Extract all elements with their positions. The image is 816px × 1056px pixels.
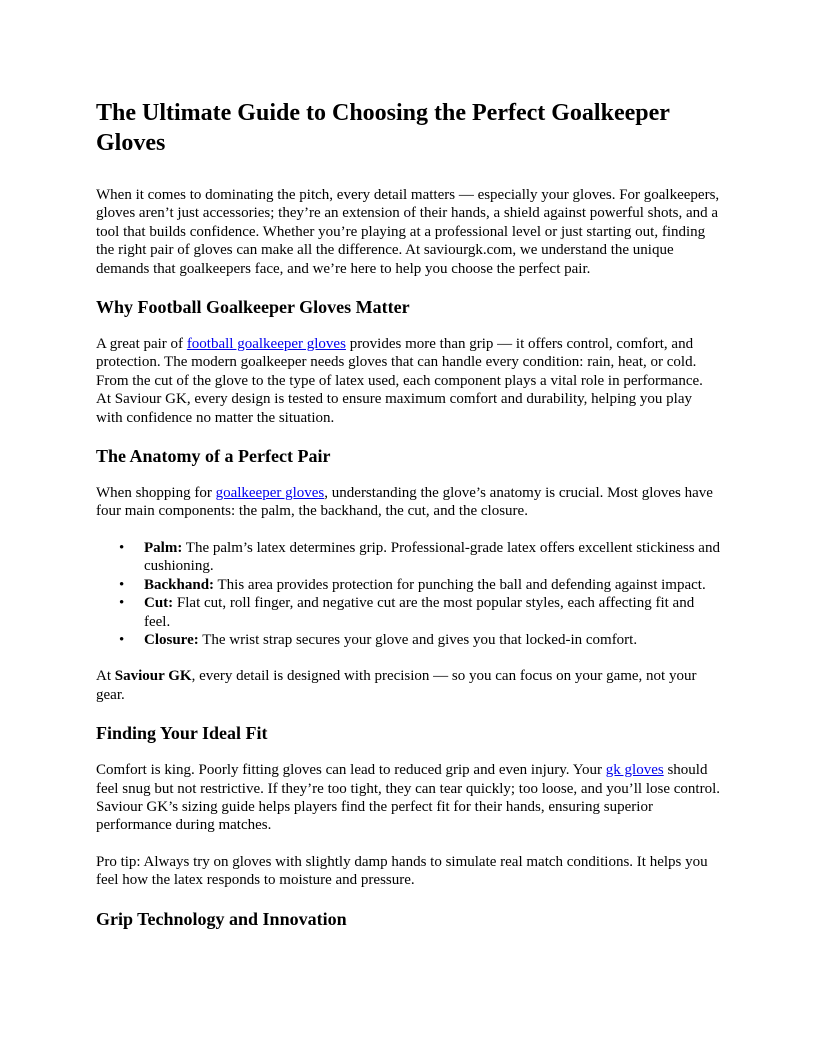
text-run: should feel snug but not restrictive. If they’re too tight, they can tear quickly; too loose, and you’ll lose control. Saviour GK’s sizing guide helps players find the perfect fit for their hands, ensuring superior performance during matches. (96, 762, 721, 834)
list-item-text: The wrist strap secures your glove and gives you that locked-in comfort. (198, 631, 638, 648)
section-heading-grip-technology: Grip Technology and Innovation (96, 908, 347, 929)
text-run: At (96, 668, 115, 685)
football-goalkeeper-gloves-link[interactable]: football goalkeeper gloves (186, 336, 346, 353)
list-item-label: Backhand: (144, 576, 215, 593)
section-heading-why-gloves-matter: Why Football Goalkeeper Gloves Matter (96, 297, 410, 318)
bullet-icon: • (119, 576, 125, 593)
intro-paragraph: When it comes to dominating the pitch, every detail matters — especially your gloves. For goalkeepers, gloves aren’t just accessories; they’re an extension of their hands, a shield against powerful shots, and a tool that builds confidence. Whether you’re playing at a professional level or just starting out, finding the right pair of gloves can make all the difference. At saviourgk.com, we understand the unique demands that goalkeepers face, and we’re here to help you choose the perfect pair. (96, 187, 720, 277)
list-item-label: Palm: (144, 539, 183, 556)
saviour-gk-paragraph (96, 667, 720, 704)
ideal-fit-paragraph (96, 761, 720, 835)
list-item-text: Flat cut, roll finger, and negative cut are the most popular styles, each affecting fit and feel. (144, 595, 695, 630)
why-gloves-matter-paragraph (96, 335, 720, 427)
page-title: The Ultimate Guide to Choosing the Perfect Goalkeeper Gloves (96, 100, 670, 156)
list-item-closure (96, 631, 720, 649)
section-heading-anatomy: The Anatomy of a Perfect Pair (96, 446, 331, 467)
bullet-icon: • (119, 631, 125, 648)
text-run: A great pair of (96, 336, 187, 353)
list-item-text: The palm’s latex determines grip. Professional-grade latex offers excellent stickiness and cushioning. (144, 539, 720, 575)
brand-name: Saviour GK (114, 668, 192, 685)
text-run: When shopping for (96, 485, 216, 502)
text-run: Comfort is king. Poorly fitting gloves can lead to reduced grip and even injury. Your (96, 762, 606, 779)
text-run: , understanding the glove’s anatomy is crucial. Most gloves have four main components: the palm, the backhand, the cut, and the closure. (96, 485, 713, 520)
bullet-icon: • (119, 539, 125, 556)
list-item-palm (96, 539, 720, 576)
section-heading-ideal-fit: Finding Your Ideal Fit (96, 723, 268, 744)
anatomy-paragraph (96, 484, 720, 521)
list-item-cut (96, 594, 720, 631)
gk-gloves-link[interactable]: gk gloves (605, 762, 664, 779)
list-item-text: This area provides protection for punching the ball and defending against impact. (214, 576, 706, 593)
pro-tip-paragraph: Pro tip: Always try on gloves with slightly damp hands to simulate real match conditions. It helps you feel how the latex responds to moisture and pressure. (96, 853, 708, 889)
list-item-backhand (96, 576, 720, 594)
bullet-icon: • (119, 595, 125, 612)
goalkeeper-gloves-link[interactable]: goalkeeper gloves (215, 485, 325, 502)
components-list (96, 539, 720, 649)
list-item-label: Closure: (144, 631, 199, 648)
list-item-label: Cut: (144, 595, 174, 612)
text-run: provides more than grip — it offers control, comfort, and protection. The modern goalkeeper needs gloves that can handle every condition: rain, heat, or cold. From the cut of the glove to the type of latex used, each component plays a vital role in performance. At Saviour GK, every design is tested to ensure maximum comfort and durability, helping you play with confidence no matter the situation. (96, 336, 703, 426)
document-page (96, 96, 720, 947)
text-run: , every detail is designed with precision — so you can focus on your game, not your gear. (96, 668, 697, 703)
